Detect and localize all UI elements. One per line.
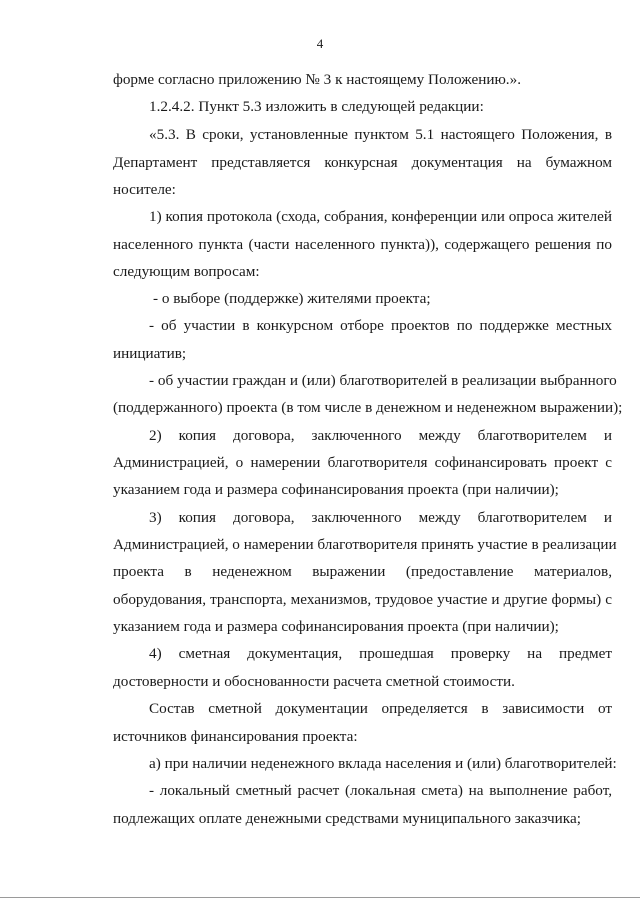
text-line: Департамент представляется конкурсная документация на бумажном xyxy=(113,154,612,171)
text-line: - об участии граждан и (или) благотворителей в реализации выбранного xyxy=(149,372,617,389)
text-line: носителе: xyxy=(113,181,176,198)
text-line: Состав сметной документации определяется в зависимости от xyxy=(149,700,612,717)
text-line: 4) сметная документация, прошедшая проверку на предмет xyxy=(149,645,612,662)
text-line: Администрацией, о намерении благотворителя принять участие в реализации xyxy=(113,536,617,553)
text-line: источников финансирования проекта: xyxy=(113,728,358,745)
text-line: (поддержанного) проекта (в том числе в денежном и неденежном выражении); xyxy=(113,399,623,416)
text-line: указанием года и размера софинансирования проекта (при наличии); xyxy=(113,618,559,635)
text-line: 1.2.4.2. Пункт 5.3 изложить в следующей редакции: xyxy=(149,98,484,115)
text-line: «5.3. В сроки, установленные пунктом 5.1 настоящего Положения, в xyxy=(149,126,612,143)
text-line: подлежащих оплате денежными средствами муниципального заказчика; xyxy=(113,810,581,827)
text-line: инициатив; xyxy=(113,345,187,362)
text-line: - локальный сметный расчет (локальная смета) на выполнение работ, xyxy=(149,782,612,799)
page-number: 4 xyxy=(316,36,324,51)
text-line: а) при наличии неденежного вклада населения и (или) благотворителей: xyxy=(149,755,617,772)
text-line: форме согласно приложению № 3 к настоящему Положению.». xyxy=(113,71,521,88)
text-line: проекта в неденежном выражении (предоставление материалов, xyxy=(113,563,612,580)
text-line: - о выборе (поддержке) жителями проекта; xyxy=(153,290,431,307)
text-line: Администрацией, о намерении благотворителя софинансировать проект с xyxy=(113,454,612,471)
text-line: указанием года и размера софинансирования проекта (при наличии); xyxy=(113,481,559,498)
text-line: - об участии в конкурсном отборе проектов по поддержке местных xyxy=(149,317,612,334)
text-line: оборудования, транспорта, механизмов, трудовое участие и другие формы) с xyxy=(113,591,612,608)
text-line: 2) копия договора, заключенного между благотворителем и xyxy=(149,427,612,444)
text-line: достоверности и обоснованности расчета сметной стоимости. xyxy=(113,673,515,690)
text-line: населенного пункта (части населенного пункта)), содержащего решения по xyxy=(113,236,612,253)
text-line: 1) копия протокола (схода, собрания, конференции или опроса жителей xyxy=(149,208,612,225)
text-line: следующим вопросам: xyxy=(113,263,260,280)
text-line: 3) копия договора, заключенного между благотворителем и xyxy=(149,509,612,526)
page-bottom-rule xyxy=(0,897,640,898)
